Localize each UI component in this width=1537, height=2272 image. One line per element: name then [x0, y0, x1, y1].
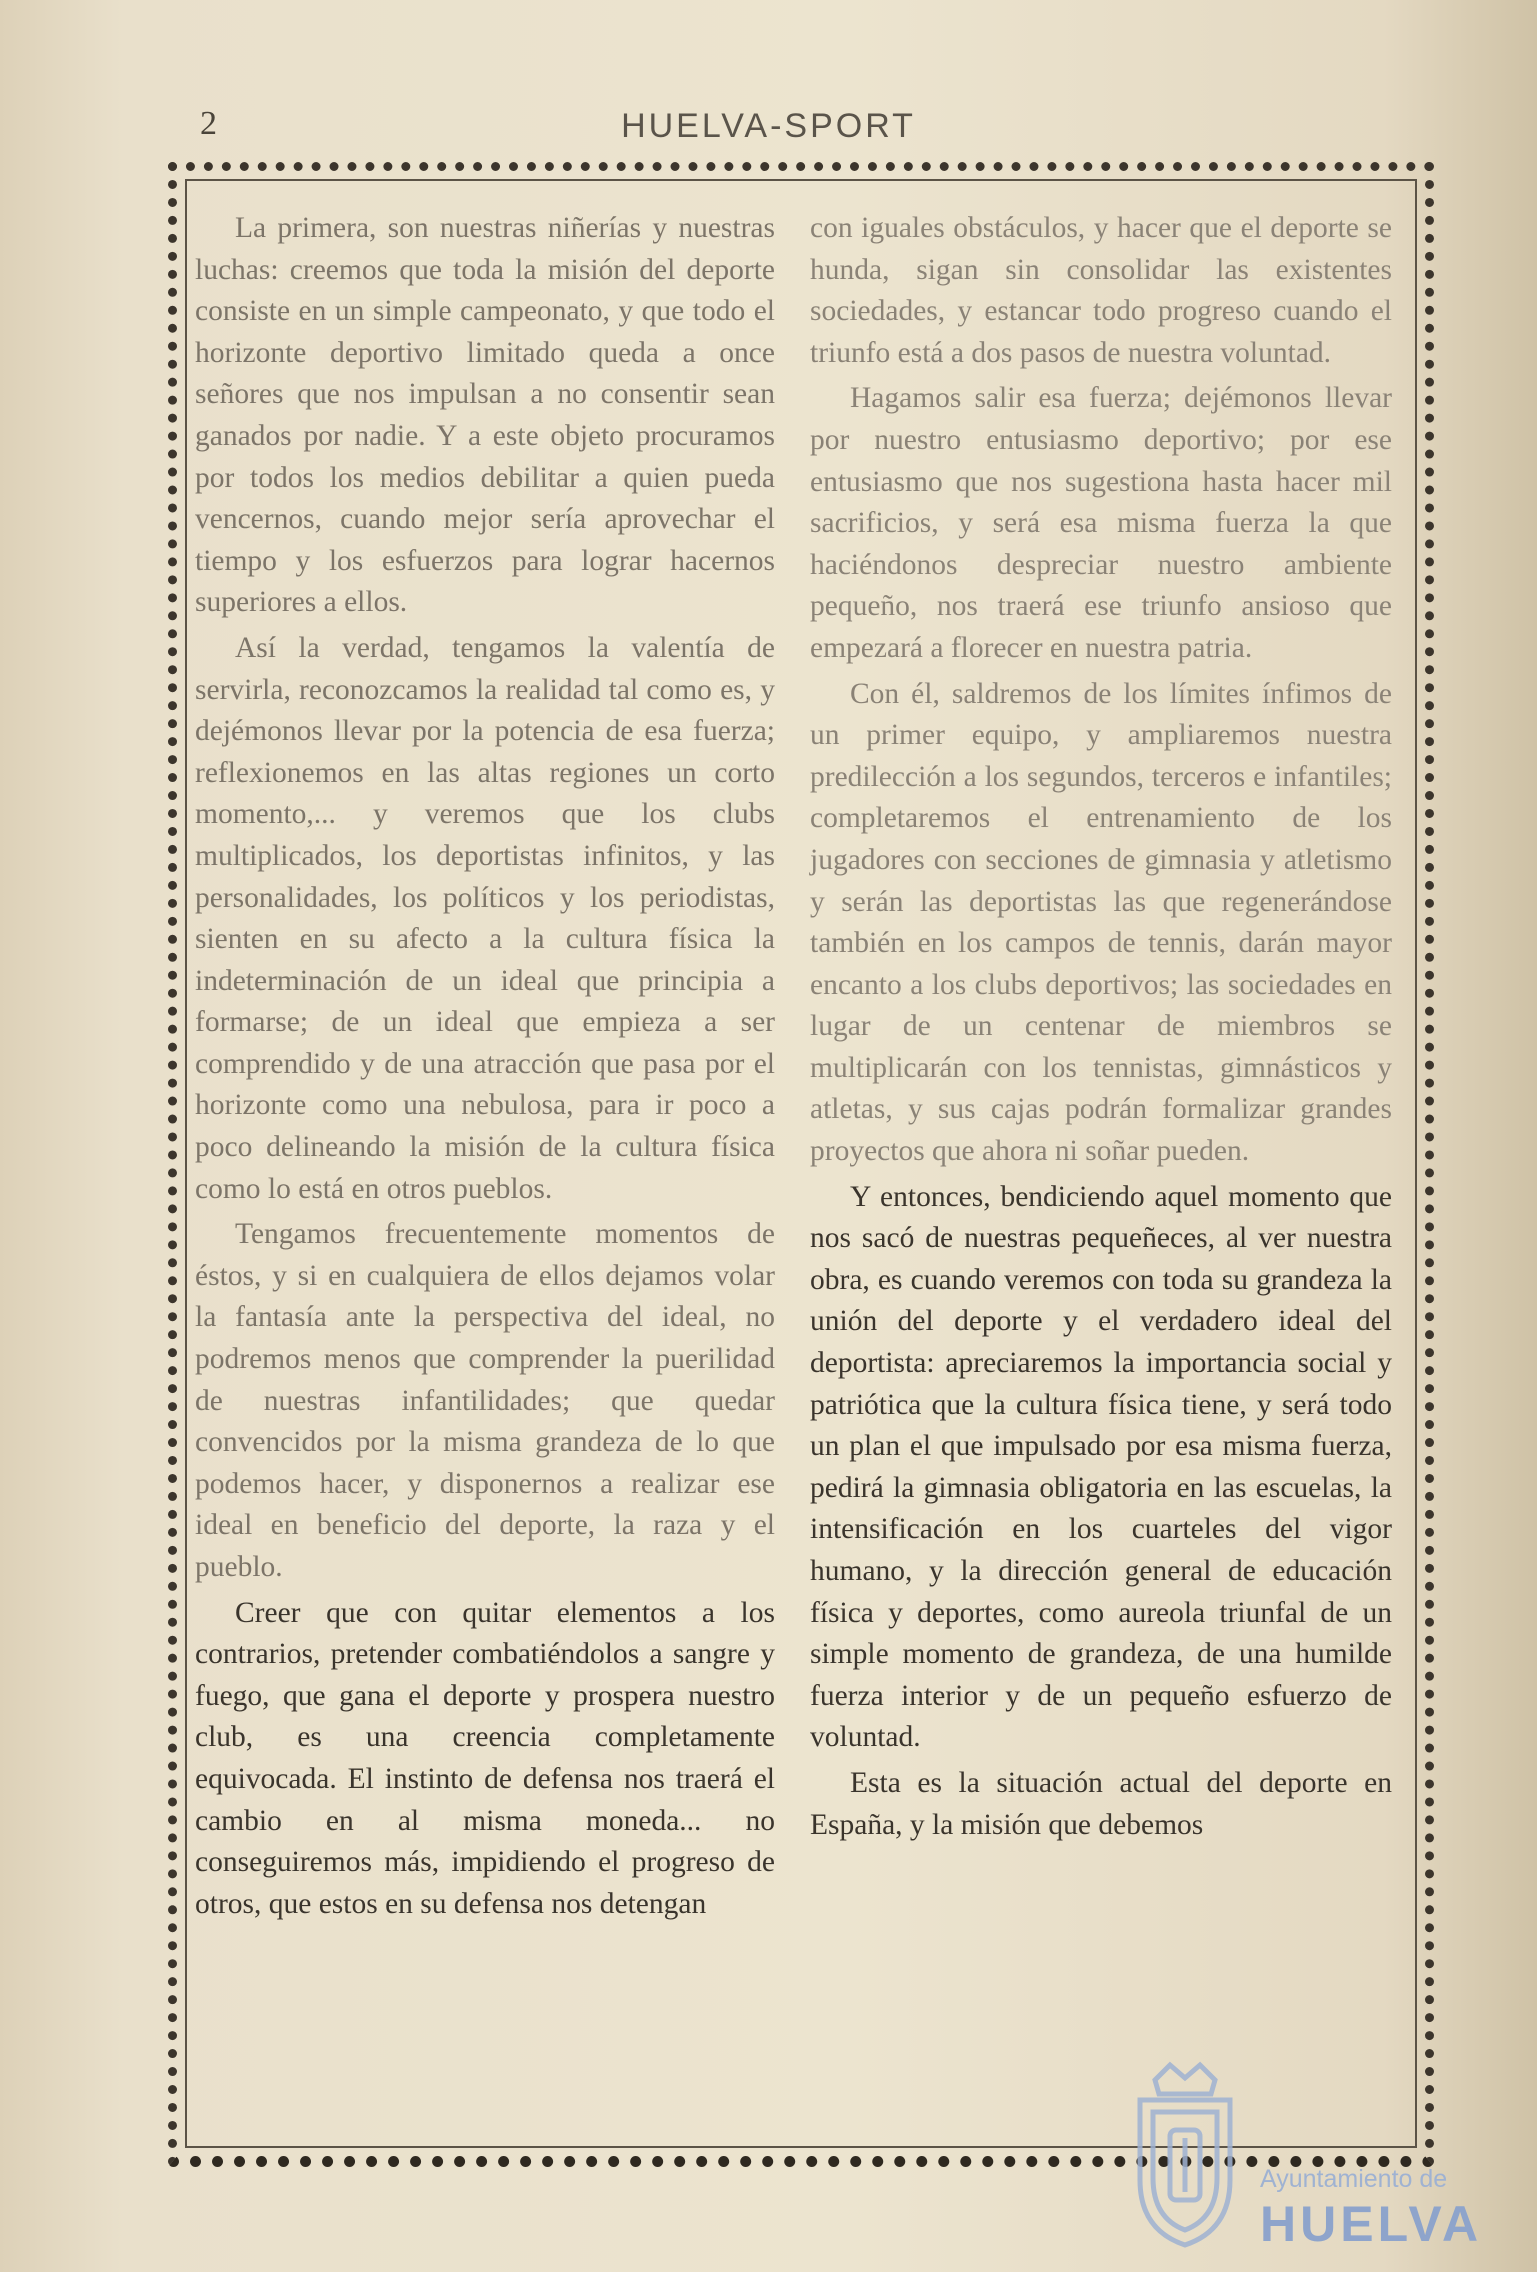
right-column — [810, 208, 1392, 1850]
watermark-line1: Ayuntamiento de — [1260, 2165, 1448, 2193]
paragraph: Y entonces, bendiciendo aquel momento que nos sacó de nuestras pequeñeces, al ver nuestra obra, es cuando veremos con toda su grandeza la unión del deporte y el verdadero ideal del deportista: apreciaremos la importancia social y patriótica que la cultura física tiene, y será todo un plan el que impulsado por esa misma fuerza, pedirá la gimnasia obligatoria en las escuelas, la intensificación en los cuarteles del vigor humano, y la dirección general de educación física y deportes, como aureola triunfal de un simple momento de grandeza, de una humilde fuerza interior y de un pequeño esfuerzo de voluntad. — [810, 1180, 1392, 1754]
running-title: HUELVA-SPORT — [621, 107, 916, 145]
paragraph-continuation: con iguales obstáculos, y hacer que el deporte se hunda, sigan sin consolidar las existentes sociedades, y estancar todo progreso cuando el triunfo está a dos pasos de nuestra voluntad. — [810, 212, 1392, 369]
paragraph: Creer que con quitar elementos a los contrarios, pretender combatiéndolos a sangre y fuego, que gana el deporte y prospera nuestro club, es una creencia completamente equivocada. El instinto de defensa nos traerá el cambio en al misma moneda... no conseguiremos más, impidiendo el progreso de otros, que estos en su defensa nos detengan — [195, 1596, 775, 1920]
paragraph: Hagamos salir esa fuerza; dejémonos llevar por nuestro entusiasmo deportivo; por ese entusiasmo que nos sugestiona hasta hacer mil sacrificios, y será esa misma fuerza la que haciéndonos despreciar nuestro ambiente pequeño, nos traerá ese triunfo ansioso que empezará a florecer en nuestra patria. — [810, 382, 1392, 664]
page-header — [0, 105, 1537, 155]
coat-of-arms-icon — [1125, 2060, 1245, 2250]
paragraph: Tengamos frecuentemente momentos de éstos, y si en cualquiera de ellos dejamos volar la fantasía ante la perspectiva del ideal, no podremos menos que comprender la puerilidad de nuestras infantilidades; que quedar convencidos por la misma grandeza de lo que podemos hacer, y disponernos a realizar ese ideal en beneficio del deporte, la raza y el pueblo. — [195, 1218, 775, 1583]
paragraph: La primera, son nuestras niñerías y nuestras luchas: creemos que toda la misión del deporte consiste en un simple campeonato, y que todo el horizonte deportivo limitado queda a once señores que nos impulsan a no consentir sean ganados por nadie. Y a este objeto procuramos por todos los medios debilitar a quien pueda vencernos, cuando mejor sería aprovechar el tiempo y los esfuerzos para lograr hacernos superiores a ellos. — [195, 212, 775, 619]
archive-watermark — [1125, 2060, 1483, 2260]
left-column — [195, 208, 775, 1929]
paragraph: Con él, saldremos de los límites ínfimos de un primer equipo, y ampliaremos nuestra predilección a los segundos, terceros e infantiles; completaremos el entrenamiento de los jugadores con secciones de gimnasia y atletismo y serán las deportistas las que regenerándose también en los campos de tennis, darán mayor encanto a los clubs deportivos; las sociedades en lugar de un centenar de miembros se multiplicarán con los tennistas, gimnásticos y atletas, y sus cajas podrán formalizar grandes proyectos que ahora ni soñar pueden. — [810, 677, 1392, 1168]
watermark-line2: HUELVA — [1260, 2196, 1483, 2252]
page-number: 2 — [200, 105, 217, 142]
paragraph: Esta es la situación actual del deporte en España, y la misión que debemos — [810, 1766, 1392, 1841]
paragraph: Así la verdad, tengamos la valentía de servirla, reconozcamos la realidad tal como es, y dejémonos llevar por la potencia de esa fuerza; reflexionemos en las altas regiones un corto momento,... y veremos que los clubs multiplicados, los deportistas infinitos, y las personalidades, los políticos y los periodistas, sienten en su afecto a la cultura física la indeterminación de un ideal que principia a formarse; de un ideal que empieza a ser comprendido y de una atracción que pasa por el horizonte como una nebulosa, para ir poco a poco delineando la misión de la cultura física como lo está en otros pueblos. — [195, 631, 775, 1205]
